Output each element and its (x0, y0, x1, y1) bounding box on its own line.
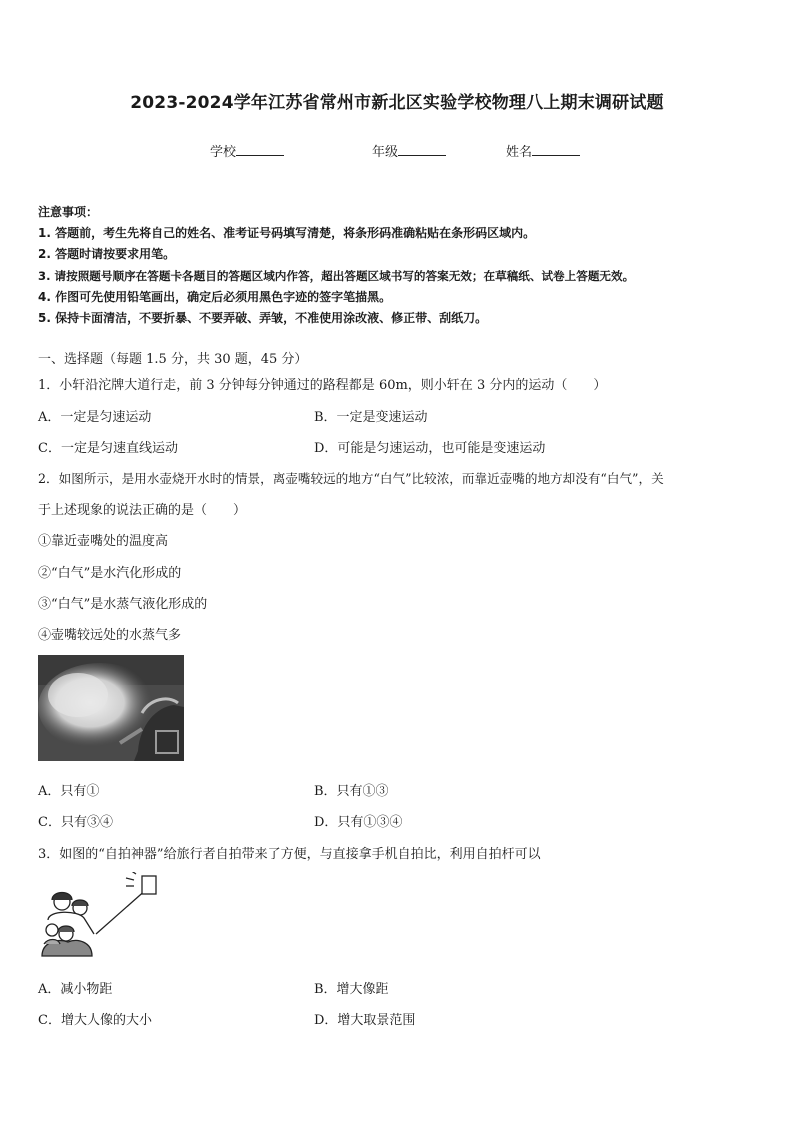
selfie-stick-illustration (38, 872, 162, 960)
school-label: 学校 (210, 145, 237, 160)
name-label: 姓名 (506, 145, 533, 160)
grade-blank (398, 143, 446, 156)
grade-label: 年级 (372, 145, 399, 160)
note-item: 3. 请按照题号顺序在答题卡各题目的答题区域内作答，超出答题区域书写的答案无效；在草稿纸、试卷上答题无效。 (38, 268, 635, 283)
q2-statement-4: ④壶嘴较远处的水蒸气多 (38, 628, 182, 643)
note-item: 5. 保持卡面清洁，不要折暴、不要弄破、弄皱，不准使用涂改液、修正带、刮纸刀。 (38, 311, 488, 326)
grade-field (372, 141, 446, 160)
q3-option-a: A．减小物距 (38, 982, 113, 997)
q2-statement-3: ③“白气”是水蒸气液化形成的 (38, 597, 208, 612)
q3-option-c: C．增大人像的大小 (38, 1013, 152, 1028)
q2-option-c: C．只有③④ (38, 815, 113, 830)
q2-statement-1: ①靠近壶嘴处的温度高 (38, 534, 169, 549)
q1-option-c: C．一定是匀速直线运动 (38, 441, 178, 456)
q2-option-d: D．只有①③④ (314, 815, 403, 830)
q2-option-a: A．只有① (38, 784, 100, 799)
q1-option-d: D．可能是匀速运动，也可能是变速运动 (314, 441, 546, 456)
q2-option-b: B．只有①③ (314, 784, 389, 799)
q3-option-d: D．增大取景范围 (314, 1013, 416, 1028)
q2-statement-2: ②“白气”是水汽化形成的 (38, 566, 182, 581)
note-item: 2. 答题时请按要求用笔。 (38, 247, 176, 262)
q1-option-a: A．一定是匀速运动 (38, 410, 152, 425)
notes-block (38, 202, 634, 329)
q3-option-b: B．增大像距 (314, 982, 389, 997)
q1-option-b: B．一定是变速运动 (314, 410, 428, 425)
kettle-steam-photo (38, 655, 184, 761)
q2-stem-line1: 2．如图所示，是用水壶烧开水时的情景，离壶嘴较远的地方“白气”比较浓，而靠近壶嘴的地方却没有“白气”，关 (38, 471, 664, 486)
name-blank (532, 143, 580, 156)
school-field (210, 141, 284, 160)
school-blank (236, 143, 284, 156)
name-field (506, 141, 580, 160)
note-item: 1. 答题前，考生先将自己的姓名、准考证号码填写清楚，将条形码准确粘贴在条形码区域内。 (38, 226, 536, 241)
section-heading: 一、选择题（每题 1.5 分，共 30 题，45 分） (38, 352, 308, 367)
notes-heading: 注意事项： (38, 205, 99, 219)
q3-stem: 3．如图的“自拍神器”给旅行者自拍带来了方便，与直接拿手机自拍比，利用自拍杆可以 (38, 847, 541, 862)
q1-stem: 1．小轩沿沱牌大道行走，前 3 分钟每分钟通过的路程都是 60m，则小轩在 3 分内的运动（ ） (38, 378, 607, 393)
page-title: 2023-2024学年江苏省常州市新北区实验学校物理八上期末调研试题 (130, 93, 664, 113)
q2-stem-line2: 于上述现象的说法正确的是（ ） (38, 503, 247, 518)
note-item: 4. 作图可先使用铅笔画出，确定后必须用黑色字迹的签字笔描黑。 (38, 289, 392, 304)
